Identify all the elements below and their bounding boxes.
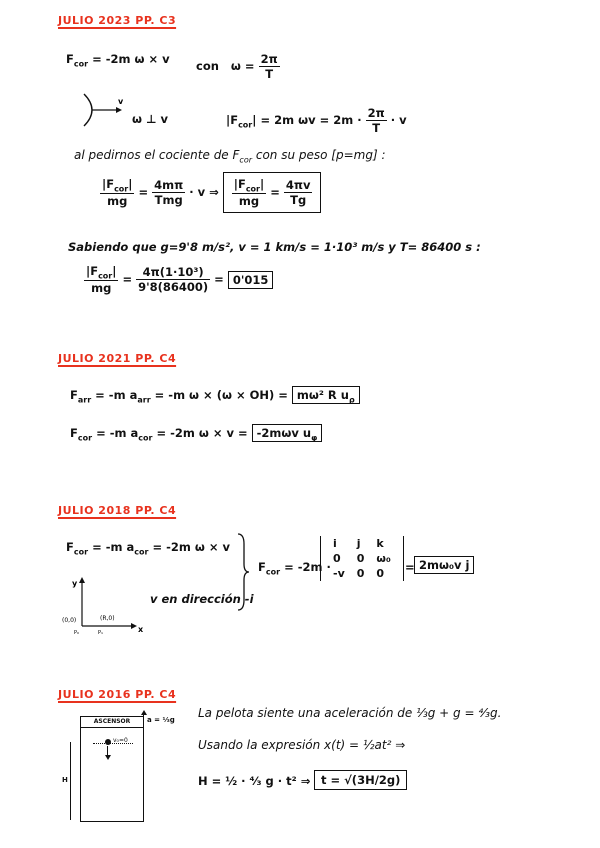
fcor-det-rest: = -2m · [284,560,331,574]
numeric-mid-num: 4π(1·10³) [136,265,210,280]
fcor-2021-rest-sub: cor [138,433,153,443]
farr-symbol: F [70,388,78,402]
quotient-text: al pedirnos el cociente de F [74,148,240,162]
ball-acceleration-statement: La pelota siente una aceleración de ⅓g + g = ⁴⁄₃g. [198,706,502,720]
mod-fraction [366,106,387,135]
fcor-2018-symbol: F [66,540,74,554]
n-open: |F [86,264,99,278]
fcor-2018-sub: cor [73,547,89,557]
fcor-symbol: F [66,52,74,66]
determinant-result-box: 2mω₀v j [414,556,474,574]
farr-result-box [292,386,360,404]
mod-fraction-num: 2π [367,106,385,120]
omega-perp-v: ω ⊥ v [132,112,169,126]
determinant-table [327,536,397,581]
quotient-left-num [100,177,134,194]
axes-diagram [60,574,150,636]
section-header-2018: JULIO 2018 PP. C4 [58,504,177,517]
box-left-den: mg [238,194,260,209]
cross-product-determinant [320,536,404,581]
p0-label: P₀ [74,630,80,636]
det-r2c3: ω₀ [376,552,391,565]
fcor-2018-rest-sub: cor [134,547,149,557]
box-left-num [232,177,266,194]
section-header-2016: JULIO 2016 PP. C4 [58,688,177,701]
det-r3c3: 0 [376,567,385,580]
omega-definition [196,52,280,81]
farr-rest2: = -m ω × (ω × OH) = [154,388,288,402]
box-left-fraction [232,177,266,208]
det-r3c1: -v [333,567,345,580]
box-right-fraction [284,178,313,207]
coriolis-force-equation-2018 [66,540,230,556]
fcor-2021-rest: = -m a [96,426,139,440]
fcor-2021-symbol: F [70,426,78,440]
fcor-2018-rest: = -m a [92,540,135,554]
box-right-num: 4πv [285,178,311,193]
point-r-label: (R,0) [100,615,115,622]
omega-fraction-num: 2π [260,52,278,66]
numeric-left-den: mg [91,281,112,296]
fcor-expression: = -2m ω × v [92,52,170,66]
numeric-result: $\frac{|F_{cor}|}{mg}$ = $\frac{\text{4π(1·10³)}}{9'8(86400)}$ = 0'015 [84,264,273,295]
accel-arrow [143,714,144,730]
mod-fraction-den: T [372,121,381,135]
coriolis-force-definition [66,52,170,68]
velocity-direction: v en dirección -i [150,592,254,606]
numeric-result-box: 0'015 [228,271,274,289]
farr-rest-sub: arr [137,395,151,405]
box-open: |F [233,177,246,191]
axis-x-label: x [138,625,144,634]
point-origin-label: (0,0) [62,617,77,624]
q-left-sub: cor [114,184,129,194]
height-bar [70,742,71,820]
grouping-brace [236,532,250,612]
mod-subscript: cor [238,120,253,130]
farr-box-text: mω² R u [296,388,349,402]
section-header-2021: JULIO 2021 PP. C4 [58,352,177,365]
accel-arrow-head-icon [141,710,147,715]
det-r2c1: 0 [333,552,341,565]
quotient-statement [74,148,385,164]
con-word: con [196,59,219,73]
fcor-2021-result-box [252,424,323,442]
height-label: H [62,776,68,784]
fcor-2021-sub: cor [77,433,93,443]
kinematic-expression: Usando la expresión x(t) = ½at² ⇒ [198,738,406,752]
fcor-2021-box-sub: φ [311,433,318,443]
q-left-close: | [128,177,133,191]
det-k: k [376,537,384,550]
initial-velocity-label: v₀=0 [113,737,128,744]
fcor-subscript: cor [73,59,89,69]
earth-velocity-sketch [78,92,128,128]
det-r3c2: 0 [356,567,365,580]
fcor-2021-rest2: = -2m ω × v = [156,426,248,440]
box-equals: = [270,185,280,200]
quotient-fraction-left [100,177,134,208]
coriolis-modulus [226,106,407,135]
quotient-fraction-mid [152,178,185,207]
quotient-result-box [223,172,322,213]
axis-y-label: y [72,579,78,588]
fcor-2018-rest2: = -2m ω × v [152,540,230,554]
given-values: Sabiendo que g=9'8 m/s², v = 1 km/s = 1·10³ m/s y T= 86400 s : [68,240,481,254]
accel-label: a = ⅓g [147,716,175,724]
ball-icon [105,739,111,745]
quotient-mid-den: Tmg [154,193,183,208]
n-sub: cor [98,271,113,281]
q-left-open: |F [102,177,115,191]
omega-fraction [259,52,280,81]
det-j: j [356,537,361,550]
omega-fraction-den: T [265,67,274,81]
box-sub: cor [245,184,260,194]
numeric-left-fraction [84,264,118,295]
ball-arrow-head-icon [105,755,111,760]
fcor-det-symbol: F [258,560,266,574]
n-close: | [112,264,117,278]
mod-open: |F [226,113,239,127]
fcor-2021-box-text: -2mωv u [256,426,312,440]
svg-text:v: v [118,97,124,106]
p1-label: P₁ [98,630,104,636]
det-i: i [333,537,337,550]
determinant-equals: = [405,560,415,574]
numeric-left-num [84,264,118,281]
farr-sub: arr [77,395,92,405]
det-r2c2: 0 [356,552,365,565]
numeric-mid-den: 9'8(86400) [138,280,209,295]
height-equation: H = ½ · ⁴⁄₃ g · t² ⇒ [198,774,311,788]
box-close: | [260,177,265,191]
numeric-mid-fraction [136,265,210,294]
farr-box-sub: ρ [348,395,355,405]
quotient-derivation: $\frac{|F_{cor}|}{mg}$ = $\frac{4m\pi}{\text{Tmg}}$ · v ⇒ $\frac{|F_{cor}|}{mg}$ = $\frac{4\pi v}{Tg}$ [100,172,321,213]
farr-rest: = -m a [95,388,138,402]
quotient-left-den: mg [107,194,128,209]
elevator-label: ASCENSOR [81,717,143,728]
quotient-subscript: cor [239,155,253,165]
quotient-rest: con su peso [p=mg] : [255,148,386,162]
omega-equals: ω = [230,59,255,73]
section-header-2023: JULIO 2023 PP. C3 [58,14,177,27]
mod-rest: | = 2m ωv = 2m · [252,113,362,127]
quotient-mid-tail: · v ⇒ [189,185,219,200]
elevator-box [80,716,144,822]
quotient-mid-num: 4mπ [154,178,184,193]
coriolis-force-equation-2021 [70,426,322,442]
time-result-box: t = √(3H/2g) [314,770,407,790]
fcor-det-sub: cor [265,567,281,577]
mod-tail: · v [390,113,407,127]
drag-force-equation [70,388,360,404]
box-right-den: Tg [290,193,307,208]
